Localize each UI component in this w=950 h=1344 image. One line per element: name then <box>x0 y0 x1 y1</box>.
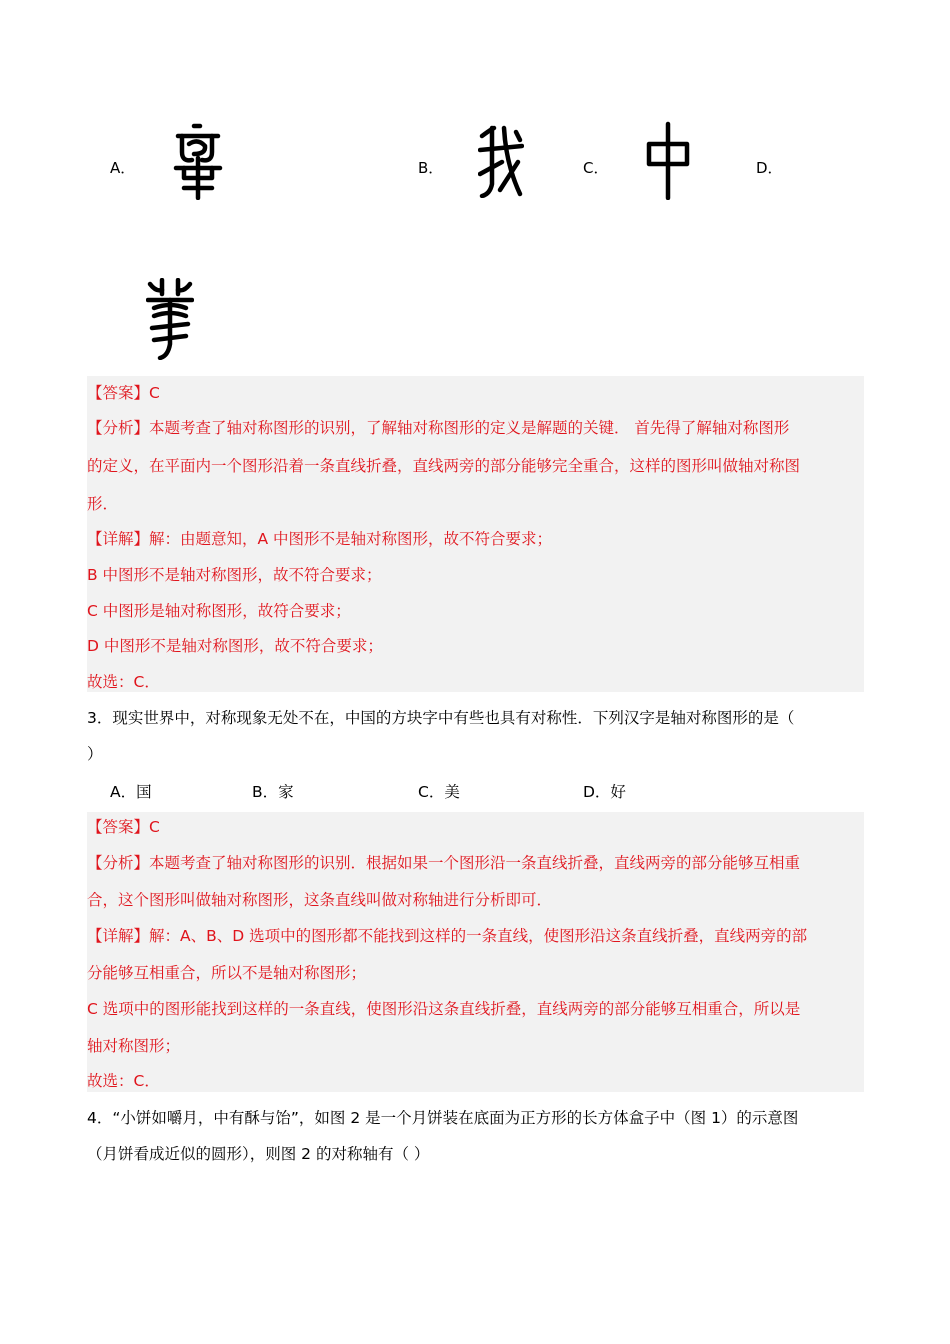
q3-stem-line-1: 3．现实世界中，对称现象无处不在，中国的方块字中有些也具有对称性．下列汉字是轴对称图形的是（ <box>87 709 795 727</box>
q2-analysis-line-1: 【分析】本题考查了轴对称图形的识别，了解轴对称图形的定义是解题的关键． 首先得了解轴对称图形 <box>87 419 790 437</box>
q3-detail-line-4: 轴对称图形； <box>87 1037 181 1055</box>
option-d-label: D． <box>756 159 783 177</box>
q4-stem-line-1: 4．“小饼如嚼月，中有酥与饴”，如图 2 是一个月饼装在底面为正方形的长方体盒子中（图 1）的示意图 <box>87 1109 799 1127</box>
q2-analysis-line-3: 形． <box>87 495 119 513</box>
q3-stem-line-2: ） <box>87 745 103 763</box>
q3-option-a: A．国 <box>110 783 152 801</box>
q4-stem-line-2: （月饼看成近似的圆形），则图 2 的对称轴有（ ） <box>87 1145 430 1163</box>
option-c-label: C． <box>583 159 609 177</box>
q3-option-d: D．好 <box>583 783 626 801</box>
q3-detail-line-1: 【详解】解：A、B、D 选项中的图形都不能找到这样的一条直线，使图形沿这条直线折叠，直线两旁的部 <box>87 927 808 945</box>
seal-script-zhong-icon <box>645 120 691 200</box>
q2-analysis-line-2: 的定义，在平面内一个图形沿着一条直线折叠，直线两旁的部分能够完全重合，这样的图形叫做轴对称图 <box>87 457 801 475</box>
q3-analysis-line-2: 合，这个图形叫做轴对称图形，这条直线叫做对称轴进行分析即可． <box>87 891 553 909</box>
seal-script-glyph-a-icon <box>172 122 224 200</box>
q3-option-b: B．家 <box>252 783 294 801</box>
q3-analysis-line-1: 【分析】本题考查了轴对称图形的识别．根据如果一个图形沿一条直线折叠，直线两旁的部分能够互相重 <box>87 854 801 872</box>
q2-detail-line-1: 【详解】解：由题意知，A 中图形不是轴对称图形，故不符合要求； <box>87 530 553 548</box>
q2-detail-line-3: C 中图形是轴对称图形，故符合要求； <box>87 602 351 620</box>
q3-option-c: C．美 <box>418 783 460 801</box>
q3-answer: 【答案】C <box>87 818 160 836</box>
q2-choose: 故选：C． <box>87 673 160 691</box>
option-a-label: A． <box>110 159 136 177</box>
seal-script-wo-icon <box>478 124 524 198</box>
q2-detail-line-4: D 中图形不是轴对称图形，故不符合要求； <box>87 637 383 655</box>
q2-detail-line-2: B 中图形不是轴对称图形，故不符合要求； <box>87 566 382 584</box>
q3-detail-line-3: C 选项中的图形能找到这样的一条直线，使图形沿这条直线折叠，直线两旁的部分能够互相重合，所以是 <box>87 1000 801 1018</box>
q3-detail-line-2: 分能够互相重合，所以不是轴对称图形； <box>87 964 367 982</box>
option-b-label: B． <box>418 159 444 177</box>
seal-script-hua-icon <box>146 278 194 360</box>
q2-answer: 【答案】C <box>87 384 160 402</box>
q3-choose: 故选：C． <box>87 1072 160 1090</box>
